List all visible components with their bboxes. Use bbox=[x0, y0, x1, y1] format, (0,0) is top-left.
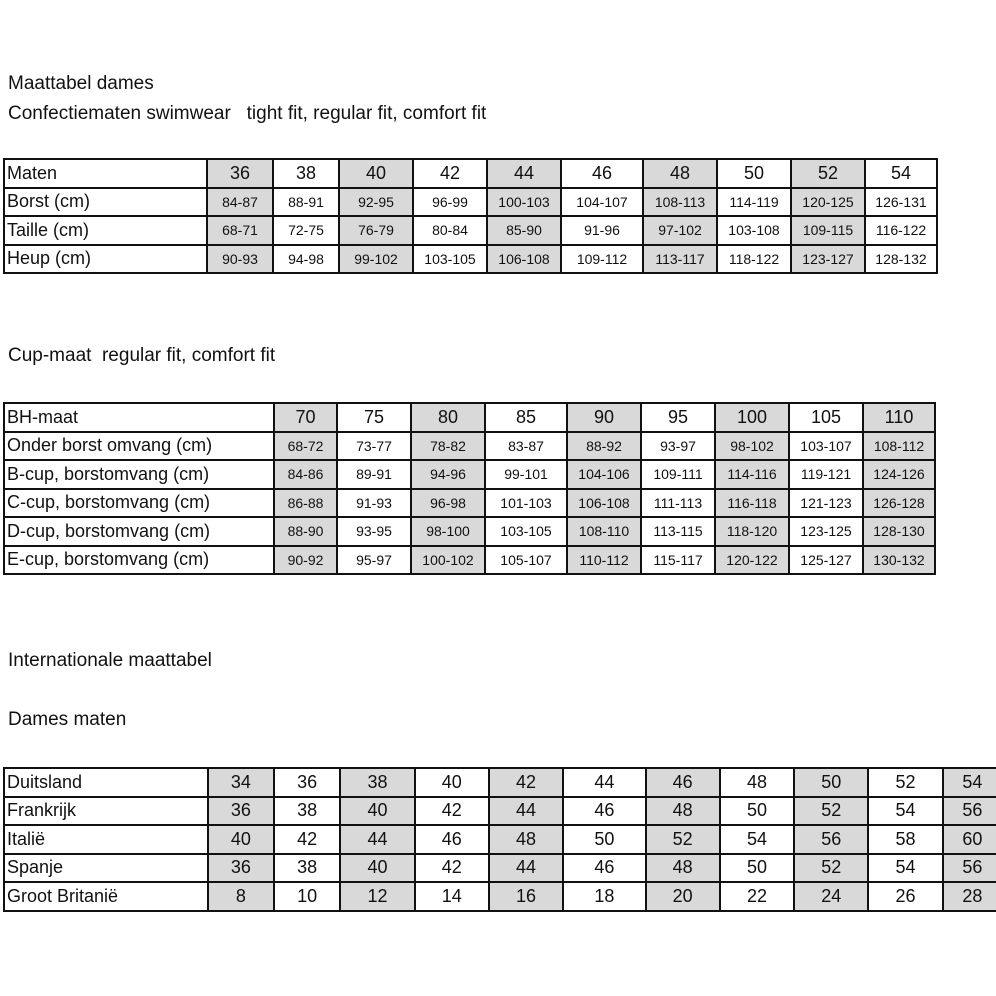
cup-size-table bbox=[3, 402, 936, 575]
table-cell: 38 bbox=[340, 768, 414, 797]
table-cell: 106-108 bbox=[487, 245, 561, 274]
table-cell: 40 bbox=[340, 797, 414, 826]
cup-size-table-body bbox=[4, 403, 935, 574]
table-cell: 54 bbox=[865, 159, 937, 188]
table-cell: 115-117 bbox=[641, 546, 715, 575]
size-table-swimwear bbox=[3, 158, 938, 274]
table-cell: 42 bbox=[489, 768, 563, 797]
table-cell: 114-119 bbox=[717, 188, 791, 217]
row-label: Onder borst omvang (cm) bbox=[4, 432, 274, 461]
table-cell: 108-112 bbox=[863, 432, 935, 461]
table-cell: 46 bbox=[561, 159, 643, 188]
table-cell: 108-110 bbox=[567, 517, 641, 546]
table-cell: 56 bbox=[943, 797, 996, 826]
table-cell: 80-84 bbox=[413, 216, 487, 245]
row-label: Frankrijk bbox=[4, 797, 208, 826]
table-cell: 118-122 bbox=[717, 245, 791, 274]
table-cell: 60 bbox=[943, 825, 996, 854]
row-label: C-cup, borstomvang (cm) bbox=[4, 489, 274, 518]
cup-size-title: Cup-maat regular fit, comfort fit bbox=[8, 345, 276, 366]
table-cell: 90-93 bbox=[207, 245, 273, 274]
table-cell: 42 bbox=[415, 797, 489, 826]
row-label: Groot Britanië bbox=[4, 882, 208, 911]
table-cell: 36 bbox=[207, 159, 273, 188]
table-cell: 14 bbox=[415, 882, 489, 911]
row-label: Spanje bbox=[4, 854, 208, 883]
table-cell: 26 bbox=[868, 882, 942, 911]
row-label: E-cup, borstomvang (cm) bbox=[4, 546, 274, 575]
table-row bbox=[4, 825, 996, 854]
table-cell: 36 bbox=[208, 797, 274, 826]
table-cell: 50 bbox=[720, 797, 794, 826]
table-cell: 48 bbox=[643, 159, 717, 188]
table-row bbox=[4, 216, 937, 245]
table-cell: 130-132 bbox=[863, 546, 935, 575]
international-title: Internationale maattabel bbox=[8, 650, 212, 671]
table-cell: 54 bbox=[868, 797, 942, 826]
table-cell: 95 bbox=[641, 403, 715, 432]
row-label: BH-maat bbox=[4, 403, 274, 432]
table-cell: 113-115 bbox=[641, 517, 715, 546]
table-cell: 88-92 bbox=[567, 432, 641, 461]
table-cell: 52 bbox=[791, 159, 865, 188]
table-cell: 98-100 bbox=[411, 517, 485, 546]
table-row bbox=[4, 432, 935, 461]
table-cell: 48 bbox=[646, 797, 720, 826]
table-cell: 91-93 bbox=[337, 489, 411, 518]
table-cell: 113-117 bbox=[643, 245, 717, 274]
table-cell: 120-122 bbox=[715, 546, 789, 575]
table-cell: 46 bbox=[563, 797, 645, 826]
table-cell: 108-113 bbox=[643, 188, 717, 217]
table-cell: 73-77 bbox=[337, 432, 411, 461]
table-cell: 93-97 bbox=[641, 432, 715, 461]
table-cell: 36 bbox=[208, 854, 274, 883]
table-cell: 8 bbox=[208, 882, 274, 911]
row-label: B-cup, borstomvang (cm) bbox=[4, 460, 274, 489]
table-row bbox=[4, 245, 937, 274]
table-cell: 106-108 bbox=[567, 489, 641, 518]
table-cell: 110-112 bbox=[567, 546, 641, 575]
table-cell: 52 bbox=[868, 768, 942, 797]
table-cell: 98-102 bbox=[715, 432, 789, 461]
table-cell: 103-108 bbox=[717, 216, 791, 245]
international-size-table-body bbox=[4, 768, 996, 911]
table-cell: 48 bbox=[646, 854, 720, 883]
table-cell: 20 bbox=[646, 882, 720, 911]
table-cell: 38 bbox=[274, 797, 340, 826]
table-cell: 93-95 bbox=[337, 517, 411, 546]
table-cell: 100 bbox=[715, 403, 789, 432]
table-cell: 50 bbox=[717, 159, 791, 188]
table-cell: 92-95 bbox=[339, 188, 413, 217]
table-cell: 116-122 bbox=[865, 216, 937, 245]
table-cell: 68-71 bbox=[207, 216, 273, 245]
table-cell: 56 bbox=[943, 854, 996, 883]
table-cell: 76-79 bbox=[339, 216, 413, 245]
table-cell: 48 bbox=[489, 825, 563, 854]
table-row bbox=[4, 854, 996, 883]
table-cell: 68-72 bbox=[274, 432, 337, 461]
table-cell: 88-90 bbox=[274, 517, 337, 546]
table-cell: 46 bbox=[415, 825, 489, 854]
size-table-swimwear-body bbox=[4, 159, 937, 273]
table-cell: 78-82 bbox=[411, 432, 485, 461]
table-cell: 94-96 bbox=[411, 460, 485, 489]
table-cell: 44 bbox=[487, 159, 561, 188]
table-cell: 54 bbox=[868, 854, 942, 883]
table-cell: 44 bbox=[489, 854, 563, 883]
table-cell: 99-101 bbox=[485, 460, 567, 489]
table-row bbox=[4, 188, 937, 217]
table-cell: 80 bbox=[411, 403, 485, 432]
table-cell: 50 bbox=[563, 825, 645, 854]
table-cell: 109-111 bbox=[641, 460, 715, 489]
table-cell: 95-97 bbox=[337, 546, 411, 575]
page-title: Maattabel dames bbox=[8, 73, 154, 94]
table-cell: 44 bbox=[489, 797, 563, 826]
header-row bbox=[4, 403, 935, 432]
table-cell: 116-118 bbox=[715, 489, 789, 518]
table-cell: 72-75 bbox=[273, 216, 339, 245]
table-cell: 109-115 bbox=[791, 216, 865, 245]
table-cell: 34 bbox=[208, 768, 274, 797]
table-cell: 128-132 bbox=[865, 245, 937, 274]
table-cell: 86-88 bbox=[274, 489, 337, 518]
table-cell: 54 bbox=[943, 768, 996, 797]
table-cell: 119-121 bbox=[789, 460, 863, 489]
table-cell: 126-128 bbox=[863, 489, 935, 518]
table-cell: 120-125 bbox=[791, 188, 865, 217]
table-cell: 52 bbox=[794, 797, 868, 826]
table-cell: 111-113 bbox=[641, 489, 715, 518]
table-cell: 97-102 bbox=[643, 216, 717, 245]
table-cell: 104-106 bbox=[567, 460, 641, 489]
row-label: Duitsland bbox=[4, 768, 208, 797]
table-cell: 85-90 bbox=[487, 216, 561, 245]
table-cell: 89-91 bbox=[337, 460, 411, 489]
table-cell: 50 bbox=[720, 854, 794, 883]
table-cell: 84-86 bbox=[274, 460, 337, 489]
header-row bbox=[4, 159, 937, 188]
table-cell: 28 bbox=[943, 882, 996, 911]
table-cell: 84-87 bbox=[207, 188, 273, 217]
table-cell: 103-107 bbox=[789, 432, 863, 461]
table-cell: 110 bbox=[863, 403, 935, 432]
table-cell: 105 bbox=[789, 403, 863, 432]
table-cell: 124-126 bbox=[863, 460, 935, 489]
table-cell: 105-107 bbox=[485, 546, 567, 575]
table-cell: 83-87 bbox=[485, 432, 567, 461]
table-row bbox=[4, 768, 996, 797]
table-cell: 40 bbox=[415, 768, 489, 797]
row-label: Taille (cm) bbox=[4, 216, 207, 245]
table-cell: 96-98 bbox=[411, 489, 485, 518]
table-cell: 50 bbox=[794, 768, 868, 797]
table-cell: 22 bbox=[720, 882, 794, 911]
table-cell: 58 bbox=[868, 825, 942, 854]
table-row bbox=[4, 460, 935, 489]
table-cell: 44 bbox=[340, 825, 414, 854]
table-cell: 100-103 bbox=[487, 188, 561, 217]
table-cell: 123-127 bbox=[791, 245, 865, 274]
table-cell: 36 bbox=[274, 768, 340, 797]
table-cell: 46 bbox=[646, 768, 720, 797]
table-cell: 91-96 bbox=[561, 216, 643, 245]
table-cell: 42 bbox=[413, 159, 487, 188]
table-cell: 128-130 bbox=[863, 517, 935, 546]
table-cell: 88-91 bbox=[273, 188, 339, 217]
table-row bbox=[4, 489, 935, 518]
row-label: D-cup, borstomvang (cm) bbox=[4, 517, 274, 546]
table-cell: 40 bbox=[340, 854, 414, 883]
row-label: Heup (cm) bbox=[4, 245, 207, 274]
table-cell: 52 bbox=[646, 825, 720, 854]
table-cell: 125-127 bbox=[789, 546, 863, 575]
table-cell: 101-103 bbox=[485, 489, 567, 518]
table-cell: 24 bbox=[794, 882, 868, 911]
page-subtitle: Confectiematen swimwear tight fit, regular fit, comfort fit bbox=[8, 103, 487, 124]
table-cell: 40 bbox=[208, 825, 274, 854]
table-cell: 99-102 bbox=[339, 245, 413, 274]
table-cell: 48 bbox=[720, 768, 794, 797]
table-cell: 103-105 bbox=[485, 517, 567, 546]
table-cell: 118-120 bbox=[715, 517, 789, 546]
table-cell: 12 bbox=[340, 882, 414, 911]
table-cell: 10 bbox=[274, 882, 340, 911]
table-cell: 104-107 bbox=[561, 188, 643, 217]
table-row bbox=[4, 546, 935, 575]
table-cell: 90-92 bbox=[274, 546, 337, 575]
table-cell: 85 bbox=[485, 403, 567, 432]
table-cell: 70 bbox=[274, 403, 337, 432]
table-cell: 44 bbox=[563, 768, 645, 797]
table-cell: 46 bbox=[563, 854, 645, 883]
table-cell: 42 bbox=[415, 854, 489, 883]
table-cell: 121-123 bbox=[789, 489, 863, 518]
table-cell: 52 bbox=[794, 854, 868, 883]
table-cell: 100-102 bbox=[411, 546, 485, 575]
table-cell: 75 bbox=[337, 403, 411, 432]
table-row bbox=[4, 882, 996, 911]
table-cell: 54 bbox=[720, 825, 794, 854]
table-cell: 94-98 bbox=[273, 245, 339, 274]
table-cell: 18 bbox=[563, 882, 645, 911]
international-size-table bbox=[3, 767, 996, 912]
table-cell: 40 bbox=[339, 159, 413, 188]
table-cell: 114-116 bbox=[715, 460, 789, 489]
international-subtitle: Dames maten bbox=[8, 709, 127, 730]
row-label: Maten bbox=[4, 159, 207, 188]
table-cell: 90 bbox=[567, 403, 641, 432]
row-label: Italië bbox=[4, 825, 208, 854]
table-cell: 103-105 bbox=[413, 245, 487, 274]
table-row bbox=[4, 797, 996, 826]
table-cell: 38 bbox=[273, 159, 339, 188]
table-cell: 109-112 bbox=[561, 245, 643, 274]
table-cell: 16 bbox=[489, 882, 563, 911]
table-cell: 126-131 bbox=[865, 188, 937, 217]
table-cell: 38 bbox=[274, 854, 340, 883]
table-cell: 96-99 bbox=[413, 188, 487, 217]
table-cell: 42 bbox=[274, 825, 340, 854]
table-cell: 56 bbox=[794, 825, 868, 854]
table-cell: 123-125 bbox=[789, 517, 863, 546]
row-label: Borst (cm) bbox=[4, 188, 207, 217]
table-row bbox=[4, 517, 935, 546]
